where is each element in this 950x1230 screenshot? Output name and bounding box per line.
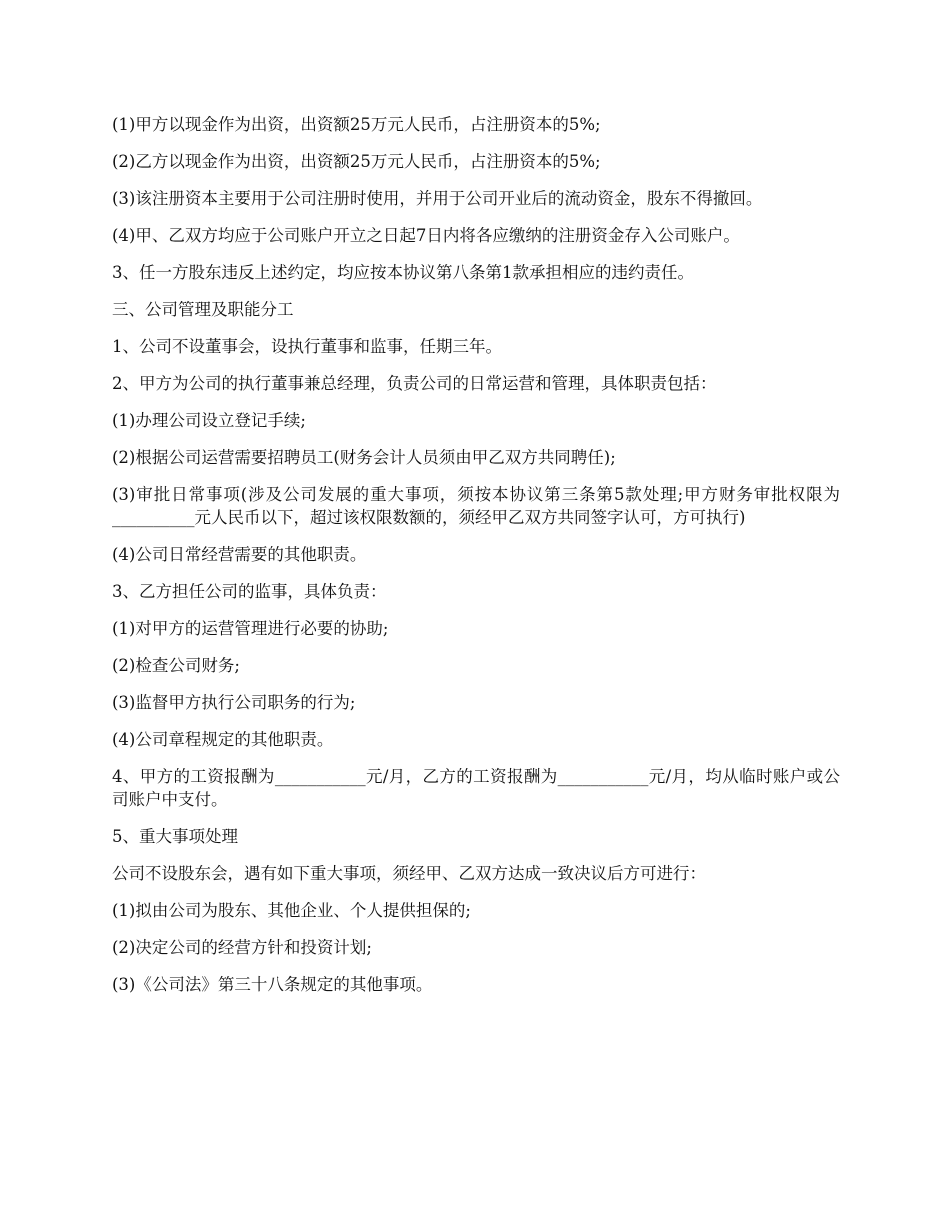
paragraph: 公司不设股东会，遇有如下重大事项，须经甲、乙双方达成一致决议后方可进行： — [112, 864, 706, 883]
paragraph: (3)《公司法》第三十八条规定的其他事项。 — [112, 975, 433, 994]
paragraph: (4)公司日常经营需要的其他职责。 — [112, 545, 367, 564]
paragraph: (1)办理公司设立登记手续; — [112, 411, 306, 430]
paragraph: (2)决定公司的经营方针和投资计划; — [112, 938, 372, 957]
paragraph: (1)拟由公司为股东、其他企业、个人提供担保的; — [112, 901, 471, 920]
paragraph: 3、乙方担任公司的监事，具体负责： — [112, 582, 387, 601]
paragraph: 3、任一方股东违反上述约定，均应按本协议第八条第1款承担相应的违约责任。 — [112, 263, 694, 282]
paragraph: (2)乙方以现金作为出资，出资额25万元人民币，占注册资本的5%; — [112, 152, 601, 171]
paragraph: 1、公司不设董事会，设执行董事和监事，任期三年。 — [112, 337, 502, 356]
paragraph: 2、甲方为公司的执行董事兼总经理，负责公司的日常运营和管理，具体职责包括： — [112, 374, 717, 393]
paragraph: (3)监督甲方执行公司职务的行为; — [112, 693, 356, 712]
paragraph: (3)审批日常事项(涉及公司发展的重大事项，须按本协议第三条第5款处理;甲方财务审批权限为__________元人民币以下，超过该权限数额的，须经甲乙双方共同签字认可，方可执行) — [112, 485, 840, 527]
paragraph: (2)根据公司运营需要招聘员工(财务会计人员须由甲乙双方共同聘任); — [112, 448, 616, 467]
paragraph: (1)甲方以现金作为出资，出资额25万元人民币，占注册资本的5%; — [112, 115, 601, 134]
paragraph: (4)公司章程规定的其他职责。 — [112, 730, 334, 749]
paragraph: (2)检查公司财务; — [112, 656, 240, 675]
paragraph: (1)对甲方的运营管理进行必要的协助; — [112, 619, 389, 638]
section-heading: 三、公司管理及职能分工 — [112, 300, 294, 319]
paragraph: (4)甲、乙双方均应于公司账户开立之日起7日内将各应缴纳的注册资金存入公司账户。 — [112, 226, 740, 245]
paragraph: 4、甲方的工资报酬为___________元/月，乙方的工资报酬为___________元/月，均从临时账户或公司账户中支付。 — [112, 767, 840, 809]
paragraph: 5、重大事项处理 — [112, 827, 238, 846]
paragraph: (3)该注册资本主要用于公司注册时使用，并用于公司开业后的流动资金，股东不得撤回。 — [112, 189, 763, 208]
